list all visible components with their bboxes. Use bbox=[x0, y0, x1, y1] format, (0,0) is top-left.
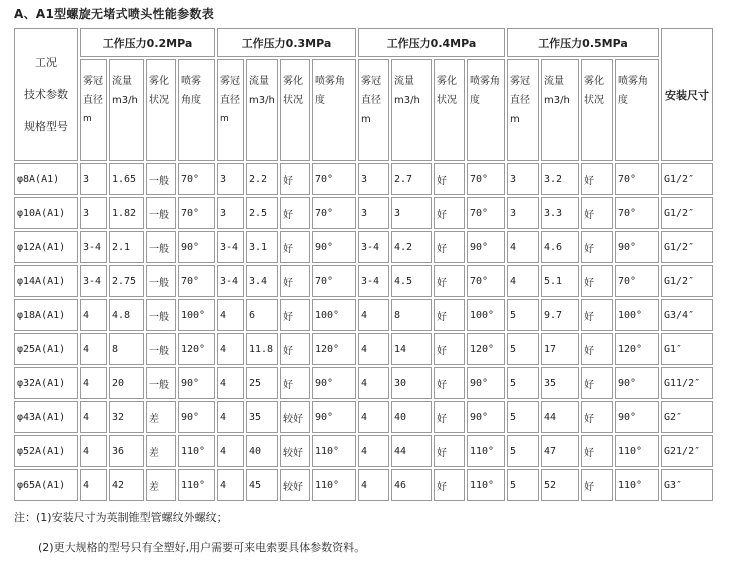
table-cell: 3 bbox=[358, 163, 389, 195]
table-cell: 46 bbox=[391, 469, 432, 501]
sub-header-text: 状况 bbox=[437, 95, 457, 106]
table-cell: 好 bbox=[581, 401, 613, 433]
table-cell: 70° bbox=[312, 163, 356, 195]
table-cell: 2.75 bbox=[109, 265, 144, 297]
table-cell: 好 bbox=[581, 265, 613, 297]
table-cell: 好 bbox=[581, 333, 613, 365]
table-cell: 4.8 bbox=[109, 299, 144, 331]
table-cell: 8 bbox=[109, 333, 144, 365]
pressure-header-0.4: 工作压力0.4MPa bbox=[358, 28, 505, 57]
model-cell: φ25A(A1) bbox=[14, 333, 78, 365]
table-row bbox=[14, 401, 713, 433]
sub-header-text: 流量 bbox=[544, 76, 564, 87]
sub-header-text: 直径m bbox=[361, 95, 381, 125]
table-cell: 4 bbox=[80, 299, 107, 331]
table-cell: 36 bbox=[109, 435, 144, 467]
corner-line-2: 技术参数 bbox=[24, 87, 68, 101]
table-cell: 好 bbox=[581, 299, 613, 331]
sub-header-text: m3/h bbox=[544, 95, 570, 106]
model-cell: φ43A(A1) bbox=[14, 401, 78, 433]
table-cell: 70° bbox=[615, 197, 659, 229]
table-cell: 5 bbox=[507, 401, 539, 433]
sub-header-text: 直径 bbox=[220, 95, 240, 106]
sub-header-text: 雾冠 bbox=[361, 76, 381, 87]
sub-header-text: 状况 bbox=[584, 95, 604, 106]
table-cell: 11.8 bbox=[246, 333, 278, 365]
sub-header-text: 喷雾角 bbox=[618, 76, 648, 87]
table-cell: 110° bbox=[312, 469, 356, 501]
table-cell: 70° bbox=[178, 163, 215, 195]
install-size-cell: G1″ bbox=[661, 333, 713, 365]
table-cell: 4 bbox=[507, 231, 539, 263]
table-cell: 4 bbox=[217, 401, 244, 433]
table-row bbox=[14, 367, 713, 399]
table-cell: 90° bbox=[467, 231, 505, 263]
install-size-cell: G1/2″ bbox=[661, 231, 713, 263]
install-size-cell: G1/2″ bbox=[661, 265, 713, 297]
table-cell: 110° bbox=[615, 435, 659, 467]
model-cell: φ8A(A1) bbox=[14, 163, 78, 195]
table-cell: 4 bbox=[358, 401, 389, 433]
table-cell: 4 bbox=[358, 367, 389, 399]
sub-header-text: m bbox=[220, 114, 229, 124]
sub-header-text: 度 bbox=[618, 95, 628, 106]
sub-header-text: 雾化 bbox=[584, 76, 604, 87]
table-cell: 35 bbox=[246, 401, 278, 433]
table-cell: 70° bbox=[312, 197, 356, 229]
table-cell: 90° bbox=[467, 401, 505, 433]
table-row bbox=[14, 197, 713, 229]
table-cell: 好 bbox=[434, 299, 465, 331]
table-cell: 110° bbox=[615, 469, 659, 501]
pressure-header-0.2: 工作压力0.2MPa bbox=[80, 28, 215, 57]
table-cell: 4 bbox=[80, 401, 107, 433]
sub-header-text: 雾化 bbox=[283, 76, 303, 87]
table-cell: 110° bbox=[467, 469, 505, 501]
table-cell: 好 bbox=[280, 231, 310, 263]
table-cell: 4 bbox=[358, 299, 389, 331]
table-cell: 好 bbox=[581, 469, 613, 501]
table-cell: 4 bbox=[80, 435, 107, 467]
table-cell: 好 bbox=[581, 367, 613, 399]
table-cell: 5 bbox=[507, 435, 539, 467]
table-cell: 90° bbox=[467, 367, 505, 399]
table-cell: 5 bbox=[507, 469, 539, 501]
sub-header-text: 雾冠 bbox=[83, 76, 103, 87]
table-cell: 一般 bbox=[146, 163, 176, 195]
table-cell: 44 bbox=[541, 401, 579, 433]
table-cell: 90° bbox=[178, 367, 215, 399]
sub-header-cell bbox=[312, 59, 356, 161]
table-cell: 5 bbox=[507, 367, 539, 399]
sub-header-text: m3/h bbox=[249, 95, 275, 106]
model-cell: φ14A(A1) bbox=[14, 265, 78, 297]
table-cell: 35 bbox=[541, 367, 579, 399]
install-size-cell: G21/2″ bbox=[661, 435, 713, 467]
table-cell: 110° bbox=[312, 435, 356, 467]
pressure-header-0.3: 工作压力0.3MPa bbox=[217, 28, 356, 57]
table-cell: 好 bbox=[434, 231, 465, 263]
table-cell: 110° bbox=[178, 469, 215, 501]
pressure-header-0.5: 工作压力0.5MPa bbox=[507, 28, 659, 57]
sub-header-cell bbox=[109, 59, 144, 161]
sub-header-cell bbox=[358, 59, 389, 161]
table-cell: 120° bbox=[178, 333, 215, 365]
sub-header-cell bbox=[217, 59, 244, 161]
table-cell: 一般 bbox=[146, 231, 176, 263]
table-row bbox=[14, 231, 713, 263]
corner-line-1: 工况 bbox=[35, 55, 57, 69]
note-1: 注：(1)安装尺寸为英制锥型管螺纹外螺纹； bbox=[14, 511, 228, 524]
table-cell: 70° bbox=[467, 197, 505, 229]
table-cell: 100° bbox=[312, 299, 356, 331]
table-cell: 47 bbox=[541, 435, 579, 467]
table-cell: 42 bbox=[109, 469, 144, 501]
table-cell: 好 bbox=[280, 265, 310, 297]
sub-header-cell bbox=[391, 59, 432, 161]
table-cell: 9.7 bbox=[541, 299, 579, 331]
spec-table bbox=[12, 26, 715, 503]
table-row bbox=[14, 299, 713, 331]
note-2: (2)更大规格的型号只有全塑好,用户需要可来电索要具体参数资料。 bbox=[38, 541, 366, 554]
table-row bbox=[14, 435, 713, 467]
table-cell: 25 bbox=[246, 367, 278, 399]
table-cell: 好 bbox=[434, 197, 465, 229]
table-cell: 2.1 bbox=[109, 231, 144, 263]
sub-header-text: 流量 bbox=[394, 76, 414, 87]
table-cell: 好 bbox=[280, 333, 310, 365]
table-cell: 3-4 bbox=[217, 265, 244, 297]
sub-header-text: m3/h bbox=[394, 95, 420, 106]
table-cell: 17 bbox=[541, 333, 579, 365]
sub-header-cell bbox=[467, 59, 505, 161]
table-cell: 90° bbox=[615, 367, 659, 399]
table-cell: 52 bbox=[541, 469, 579, 501]
table-cell: 4.2 bbox=[391, 231, 432, 263]
sub-header-cell bbox=[615, 59, 659, 161]
table-cell: 4 bbox=[217, 469, 244, 501]
table-cell: 4 bbox=[507, 265, 539, 297]
table-cell: 4 bbox=[80, 333, 107, 365]
sub-header-text: 雾冠 bbox=[220, 76, 240, 87]
table-cell: 较好 bbox=[280, 401, 310, 433]
table-cell: 45 bbox=[246, 469, 278, 501]
table-cell: 44 bbox=[391, 435, 432, 467]
install-size-cell: G3/4″ bbox=[661, 299, 713, 331]
table-cell: 好 bbox=[434, 333, 465, 365]
table-cell: 70° bbox=[467, 265, 505, 297]
table-cell: 70° bbox=[615, 163, 659, 195]
table-cell: 32 bbox=[109, 401, 144, 433]
table-cell: 100° bbox=[615, 299, 659, 331]
sub-header-text: 直径 bbox=[83, 95, 103, 106]
table-cell: 一般 bbox=[146, 299, 176, 331]
table-cell: 好 bbox=[581, 163, 613, 195]
table-cell: 3 bbox=[358, 197, 389, 229]
model-cell: φ10A(A1) bbox=[14, 197, 78, 229]
table-cell: 40 bbox=[246, 435, 278, 467]
table-cell: 5 bbox=[507, 299, 539, 331]
table-cell: 90° bbox=[615, 231, 659, 263]
table-cell: 3 bbox=[391, 197, 432, 229]
table-cell: 14 bbox=[391, 333, 432, 365]
corner-header bbox=[14, 28, 78, 161]
table-cell: 好 bbox=[280, 197, 310, 229]
table-cell: 90° bbox=[178, 231, 215, 263]
table-cell: 好 bbox=[280, 367, 310, 399]
table-cell: 90° bbox=[312, 401, 356, 433]
table-cell: 好 bbox=[581, 435, 613, 467]
table-cell: 3.4 bbox=[246, 265, 278, 297]
table-cell: 40 bbox=[391, 401, 432, 433]
table-cell: 90° bbox=[312, 231, 356, 263]
sub-header-text: 雾化 bbox=[149, 76, 169, 87]
table-cell: 一般 bbox=[146, 367, 176, 399]
table-cell: 70° bbox=[467, 163, 505, 195]
install-size-cell: G11/2″ bbox=[661, 367, 713, 399]
table-cell: 100° bbox=[178, 299, 215, 331]
table-cell: 3-4 bbox=[358, 265, 389, 297]
table-title: A、A1型螺旋无堵式喷头性能参数表 bbox=[14, 7, 215, 21]
table-cell: 90° bbox=[178, 401, 215, 433]
sub-header-cell bbox=[246, 59, 278, 161]
table-cell: 好 bbox=[280, 163, 310, 195]
sub-header-text: 流量 bbox=[112, 76, 132, 87]
sub-header-text: 角度 bbox=[181, 95, 201, 106]
install-size-cell: G1/2″ bbox=[661, 197, 713, 229]
table-cell: 90° bbox=[312, 367, 356, 399]
table-cell: 2.2 bbox=[246, 163, 278, 195]
table-cell: 4 bbox=[358, 435, 389, 467]
sub-header-text: 状况 bbox=[283, 95, 303, 106]
table-cell: 好 bbox=[434, 435, 465, 467]
table-cell: 3-4 bbox=[217, 231, 244, 263]
table-cell: 4 bbox=[80, 367, 107, 399]
sub-header-text: 喷雾角 bbox=[470, 76, 500, 87]
install-size-header: 安装尺寸 bbox=[661, 28, 713, 161]
table-cell: 20 bbox=[109, 367, 144, 399]
table-cell: 较好 bbox=[280, 435, 310, 467]
table-cell: 100° bbox=[467, 299, 505, 331]
table-cell: 4 bbox=[80, 469, 107, 501]
sub-header-text: 状况 bbox=[149, 95, 169, 106]
sub-header-cell bbox=[541, 59, 579, 161]
table-cell: 110° bbox=[178, 435, 215, 467]
table-cell: 4 bbox=[217, 299, 244, 331]
table-row bbox=[14, 469, 713, 501]
sub-header-text: m bbox=[83, 114, 92, 124]
model-cell: φ32A(A1) bbox=[14, 367, 78, 399]
sub-header-cell bbox=[581, 59, 613, 161]
sub-header-text: 雾冠 bbox=[510, 76, 530, 87]
table-cell: 4 bbox=[217, 367, 244, 399]
table-cell: 3 bbox=[507, 197, 539, 229]
sub-header-text: 雾化 bbox=[437, 76, 457, 87]
table-cell: 4.6 bbox=[541, 231, 579, 263]
sub-header-text: 喷雾 bbox=[181, 76, 201, 87]
model-cell: φ18A(A1) bbox=[14, 299, 78, 331]
table-cell: 4 bbox=[217, 333, 244, 365]
table-row bbox=[14, 163, 713, 195]
sub-header-text: 度 bbox=[315, 95, 325, 106]
table-row bbox=[14, 333, 713, 365]
table-cell: 好 bbox=[434, 265, 465, 297]
install-size-cell: G1/2″ bbox=[661, 163, 713, 195]
table-cell: 90° bbox=[615, 401, 659, 433]
table-row bbox=[14, 265, 713, 297]
table-cell: 3.3 bbox=[541, 197, 579, 229]
model-cell: φ65A(A1) bbox=[14, 469, 78, 501]
model-cell: φ52A(A1) bbox=[14, 435, 78, 467]
table-cell: 6 bbox=[246, 299, 278, 331]
table-cell: 1.82 bbox=[109, 197, 144, 229]
table-cell: 4.5 bbox=[391, 265, 432, 297]
table-cell: 好 bbox=[434, 367, 465, 399]
table-cell: 好 bbox=[434, 469, 465, 501]
table-cell: 70° bbox=[178, 265, 215, 297]
table-cell: 2.5 bbox=[246, 197, 278, 229]
table-cell: 3 bbox=[217, 163, 244, 195]
table-cell: 5.1 bbox=[541, 265, 579, 297]
table-cell: 3 bbox=[80, 163, 107, 195]
sub-header-cell bbox=[80, 59, 107, 161]
table-cell: 较好 bbox=[280, 469, 310, 501]
sub-header-text: m3/h bbox=[112, 95, 138, 106]
table-cell: 3-4 bbox=[358, 231, 389, 263]
sub-header-text: 度 bbox=[470, 95, 480, 106]
sub-header-text: 流量 bbox=[249, 76, 269, 87]
table-cell: 30 bbox=[391, 367, 432, 399]
table-cell: 3-4 bbox=[80, 265, 107, 297]
install-size-cell: G2″ bbox=[661, 401, 713, 433]
table-cell: 120° bbox=[312, 333, 356, 365]
table-cell: 3 bbox=[507, 163, 539, 195]
table-cell: 120° bbox=[615, 333, 659, 365]
table-cell: 好 bbox=[280, 299, 310, 331]
table-cell: 差 bbox=[146, 469, 176, 501]
table-cell: 4 bbox=[358, 469, 389, 501]
table-cell: 3-4 bbox=[80, 231, 107, 263]
sub-header-text: 直径m bbox=[510, 95, 530, 125]
table-cell: 好 bbox=[581, 231, 613, 263]
table-cell: 2.7 bbox=[391, 163, 432, 195]
table-cell: 一般 bbox=[146, 197, 176, 229]
table-cell: 3 bbox=[217, 197, 244, 229]
table-cell: 1.65 bbox=[109, 163, 144, 195]
table-cell: 70° bbox=[312, 265, 356, 297]
table-cell: 3.1 bbox=[246, 231, 278, 263]
table-cell: 一般 bbox=[146, 265, 176, 297]
table-cell: 好 bbox=[434, 401, 465, 433]
table-cell: 70° bbox=[615, 265, 659, 297]
table-cell: 差 bbox=[146, 435, 176, 467]
corner-line-3: 规格型号 bbox=[24, 119, 68, 133]
table-cell: 好 bbox=[581, 197, 613, 229]
table-cell: 4 bbox=[217, 435, 244, 467]
table-cell: 5 bbox=[507, 333, 539, 365]
sub-header-cell bbox=[280, 59, 310, 161]
table-cell: 8 bbox=[391, 299, 432, 331]
sub-header-cell bbox=[146, 59, 176, 161]
table-cell: 70° bbox=[178, 197, 215, 229]
table-cell: 好 bbox=[434, 163, 465, 195]
table-cell: 110° bbox=[467, 435, 505, 467]
table-cell: 4 bbox=[358, 333, 389, 365]
table-cell: 一般 bbox=[146, 333, 176, 365]
install-size-cell: G3″ bbox=[661, 469, 713, 501]
sub-header-cell bbox=[434, 59, 465, 161]
sub-header-text: 喷雾角 bbox=[315, 76, 345, 87]
model-cell: φ12A(A1) bbox=[14, 231, 78, 263]
sub-header-cell bbox=[178, 59, 215, 161]
sub-header-cell bbox=[507, 59, 539, 161]
table-cell: 120° bbox=[467, 333, 505, 365]
table-cell: 3.2 bbox=[541, 163, 579, 195]
table-cell: 3 bbox=[80, 197, 107, 229]
table-cell: 差 bbox=[146, 401, 176, 433]
